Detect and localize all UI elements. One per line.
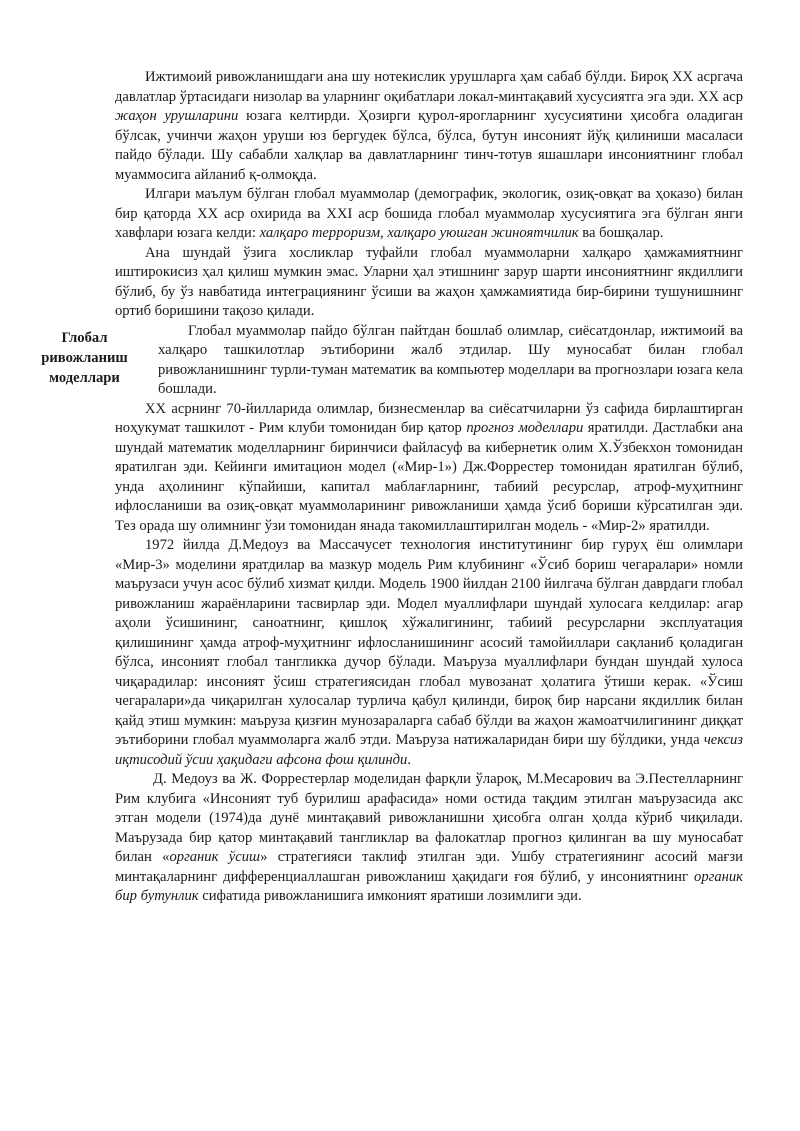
sidebar-heading: Глобал ривожланиш моделлари (41, 329, 128, 386)
paragraph-4: Глобал муаммолар пайдо бўлган пайтдан бошлаб олимлар, сиёсатдонлар, ижтимоий ва халқаро ташкилотлар эътиборини жалб этдилар. Шу муносабат билан глобал ривожланишнинг турли-туман математик ва компьютер моделлари ва прогнозлари юзага кела бошлади. (158, 322, 743, 397)
paragraph-7: Д. Медоуз ва Ж. Форрестерлар моделидан фарқли ўлароқ, М.Месарович ва Э.Пестелларнинг Рим клубига «Инсоният туб бурилиш арафасида» номи остида тақдим этилган маърузасида акс этган модели (1974)да дунё минтақавий ривожланишни ҳисобга олган ҳолда кўриб чиқилади. Маърузада бир қатор минтақавий тангликлар ва фалокатлар прогноз қилинган ва шу муносабат билан «органик ўсиш» стратегияси таклиф этилган эди. Ушбу стратегиянинг асосий мағзи минтақаларнинг дифференциаллашган ривожланиш ҳақидаги ғоя бўлиб, у инсониятнинг органик бир бутунлик сифатида ривожланишига имконият яратиши лозимлиги эди. (115, 771, 743, 904)
paragraph-1: Ижтимоий ривожланишдаги ана шу нотекислик урушларга ҳам сабаб бўлди. Бироқ XX асргача давлатлар ўртасидаги низолар ва уларнинг оқибатлари локал-минтақавий хусусиятга эга эди. XX аср жаҳон урушларини юзага келтирди. Ҳозирги қурол-ярогларнинг хусусиятини ҳисобга оладиган бўлсак, учинчи жаҳон уруши юз бергудек бўлса, бўлса, бутун инсоният йўқ қилиниши масаласи пайдо бўлади. Шу сабабли халқлар ва давлатларнинг тинч-тотув яшашлари инсониятнинг глобал муаммосига айланиб қ-олмоқда. (115, 69, 743, 183)
paragraph-3: Ана шундай ўзига хосликлар туфайли глобал муаммоларни халқаро ҳамжамиятнинг иштирокисиз ҳал қилиш мумкин эмас. Уларни ҳал этишнинг зарур шарти инсониятнинг якдиллиги бўлиб, бу ўз навбатида интеграциянинг ўсиши ва жаҳон ҳамжамиятида бир-бирини тушунишнинг ортиб боришини тақозо қилади. (115, 244, 743, 319)
paragraph-5: XX асрнинг 70-йилларида олимлар, бизнесменлар ва сиёсатчиларни ўз сафида бирлаштирган ноҳукумат ташкилот - Рим клуби томонидан бир қатор прогноз моделлари яратилди. Дастлабки ана шундай математик моделларнинг биринчиси файласуф ва кибернетик олим Х.Ўзбекхон томонидан яратилган эди. Кейинги имитацион модел («Мир-1») Дж.Форрестер томонидан яратилган бўлиб, унда аҳолининг кўпайиши, капитал маблағларнинг, табиий ресурслар, атроф-муҳитнинг ифлосланиши ва озиқ-овқат муаммоларининг ривожланиши ҳамда ўсиб бориши кўрсатилган эди. Тез орада шу олимнинг ўзи томонидан янада такомиллаштирилган модель - «Мир-2» яратилди. (115, 400, 743, 534)
paragraph-6: 1972 йилда Д.Медоуз ва Массачусет технология институтининг бир гуруҳ ёш олимлари «Мир-3» моделини яратдилар ва мазкур модель Рим клубининг «Ўсиб бориш чегаралари» номли маърузаси учун асос бўлиб хизмат қилди. Модель 1900 йилдан 2100 йилгача бўлган даврдаги глобал ривожланиш жараёнларини тасвирлар эди. Модел муаллифлари шундай хулосага келдилар: агар аҳоли ўсишининг, саноатнинг, қишлоқ хўжалигининг, табиий ресурсларни эксплуатация қилишининг ҳамда атроф-муҳитнинг ифлосланишининг асосий тамойиллари сақланиб қоладиган бўлса, инсоният глобал тангликка дучор бўлади. Маъруза муаллифлари бундан шундай хулоса чиқарадилар: инсоният ўсиш стратегиясидан глобал мувозанат ҳолатига ўтиши керак. «Ўсиш чегаралари»да чиқарилган хулосалар турлича қабул қилинди, бироқ бир нарсани якдиллик билан қайд этиш мумкин: маъруза қизғин мунозараларга сабаб бўлди ва жаҳон жамоатчилигининг диққат эътиборини глобал муаммоларга жалб этди. Маъруза натижаларидан бири шу бўлдики, унда чексиз иқтисодий ўсии ҳақидаги афсона фош қилинди. (115, 537, 743, 768)
document-page (41, 68, 743, 907)
paragraph-2: Илгари маълум бўлган глобал муаммолар (демографик, экологик, озиқ-овқат ва ҳоказо) билан бир қаторда XX аср охирида ва XXI аср бошида глобал муаммолар хусусиятига эга бўлган янги хавфлари юзага келди: халқаро терроризм, халқаро уюшган жиноятчилик ва бошқалар. (115, 186, 743, 241)
